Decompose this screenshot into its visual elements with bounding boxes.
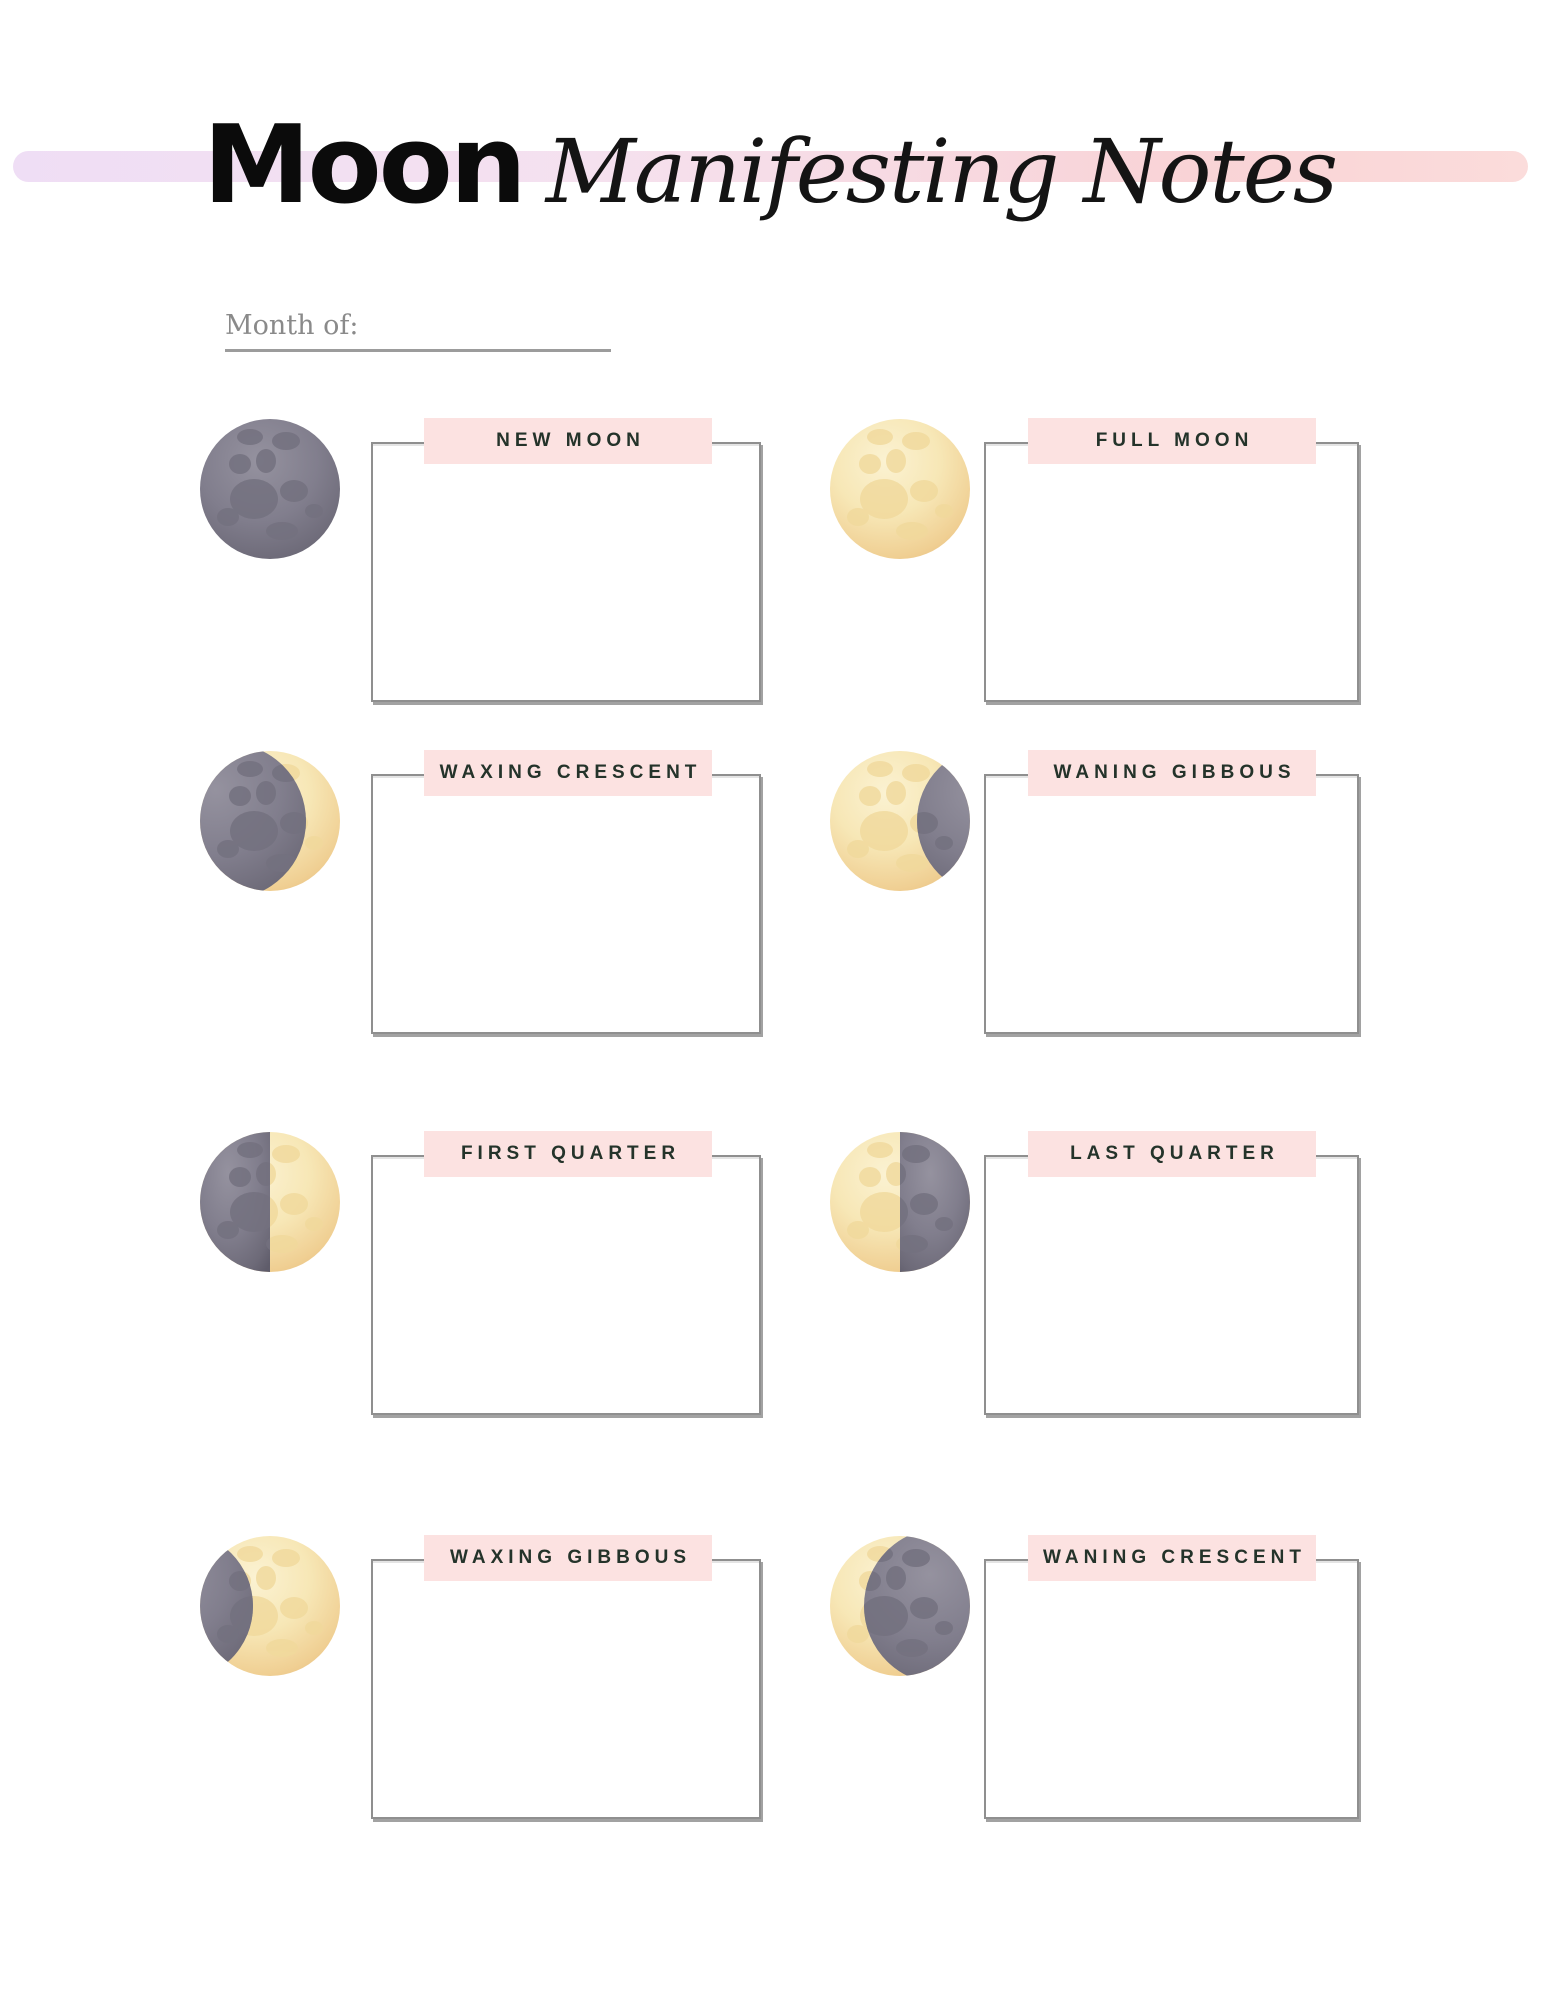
phase-label: WANING GIBBOUS [1053,762,1296,783]
section-waning-gibbous [0,750,1545,1042]
month-of-label: Month of: [225,310,359,341]
last-quarter-icon [828,1130,972,1274]
phase-label: NEW MOON [496,430,645,451]
phase-banner [1028,418,1316,464]
full-moon-notes-box[interactable] [984,442,1359,702]
phase-banner [424,418,712,464]
waxing-crescent-notes-box[interactable] [371,774,761,1034]
first-quarter-notes-box[interactable] [371,1155,761,1415]
phase-label: WAXING CRESCENT [439,762,702,783]
phase-banner [1028,1535,1316,1581]
waning-crescent-icon [828,1534,972,1678]
new-moon-notes-box[interactable] [371,442,761,702]
waning-gibbous-icon [828,749,972,893]
phase-label: LAST QUARTER [1070,1143,1279,1164]
phase-label: FIRST QUARTER [460,1143,681,1164]
waning-gibbous-notes-box[interactable] [984,774,1359,1034]
section-full-moon [0,418,1545,710]
page-title-script: Manifesting Notes [545,120,1337,223]
waning-crescent-notes-box[interactable] [984,1559,1359,1819]
phase-banner [1028,750,1316,796]
page-title [203,103,1337,228]
waxing-gibbous-notes-box[interactable] [371,1559,761,1819]
phase-banner [1028,1131,1316,1177]
phase-label: WANING CRESCENT [1043,1547,1306,1568]
full-moon-icon [828,417,972,561]
month-input-line[interactable] [225,349,611,352]
phase-banner [424,1131,712,1177]
page-title-word: Moon [203,103,524,228]
section-last-quarter [0,1131,1545,1423]
phase-label: FULL MOON [1095,430,1254,451]
phase-banner [424,1535,712,1581]
phase-banner [424,750,712,796]
section-waning-crescent [0,1535,1545,1827]
last-quarter-notes-box[interactable] [984,1155,1359,1415]
phase-label: WAXING GIBBOUS [449,1547,691,1568]
